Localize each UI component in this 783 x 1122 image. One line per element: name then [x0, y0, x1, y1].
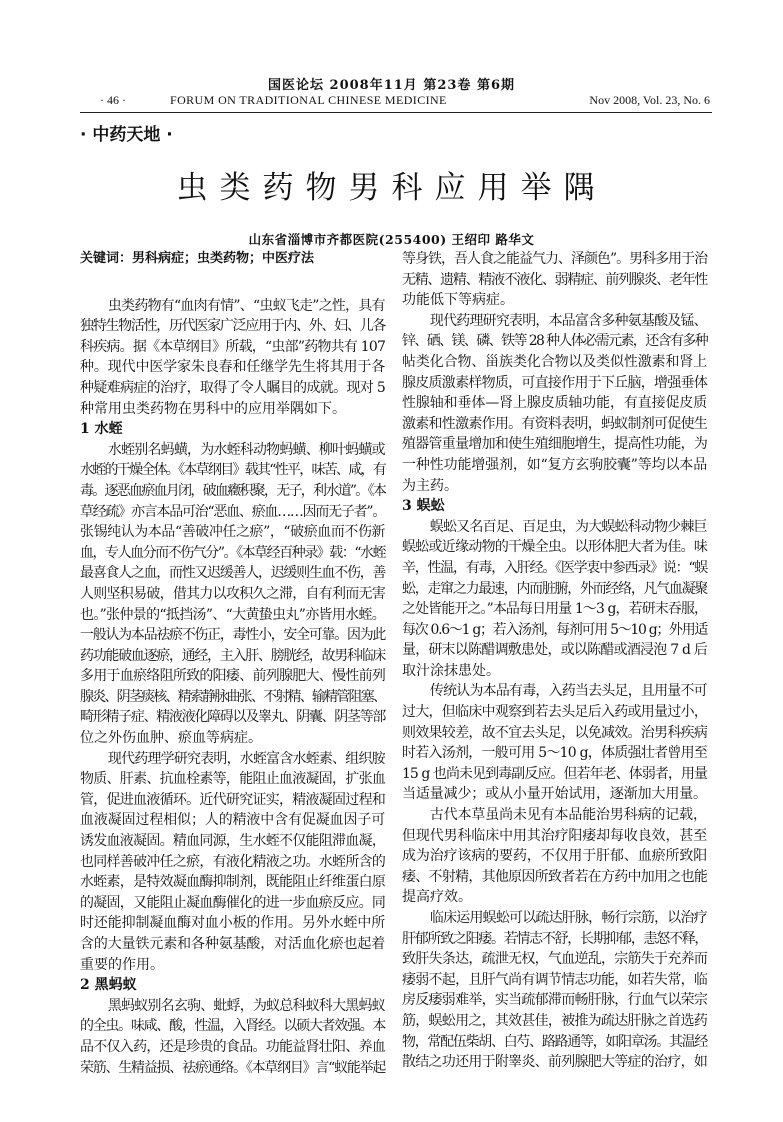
text-line: 当适量减少；或从小量开始试用，逐渐加大用量。 [402, 786, 707, 803]
paragraph [402, 805, 708, 908]
paragraph [402, 517, 708, 682]
spacer [80, 270, 386, 296]
text-line: 筋，蜈蚣用之，其效甚佳，被推为疏达肝脉之首选药 [402, 1012, 708, 1029]
text-line: 最喜食人之血，而性又迟缓善人，迟缓则生血不伤，善 [80, 565, 386, 582]
paragraph [402, 681, 708, 805]
text-line: 位之外伤血肿、瘀血等病症。 [80, 730, 262, 747]
text-line: 腺皮质激素样物质，可直接作用于下丘脑，增强垂体 [402, 374, 708, 391]
journal-header-en [100, 93, 710, 109]
section-heading [80, 975, 386, 996]
article-title: 虫类药物男科应用举隅 [176, 170, 607, 206]
text-line: 15 g 也尚未见到毒副反应。但若年老、体弱者，用量 [402, 765, 708, 782]
text-line: 功能低下等病症。 [402, 292, 514, 309]
text-line: 管，促进血液循环。近代研究证实，精液凝固过程和 [80, 791, 386, 808]
section-heading [402, 496, 708, 517]
text-line: 草经疏》亦言本品可治“恶血、瘀血……因而无子者”。 [80, 503, 386, 520]
text-line: 则效果较差，故不宜去头足，以免减效。治男科疾病 [402, 724, 708, 741]
text-line: 蜈蚣或近缘动物的干燥全虫。以形体肥大者为佳。味 [402, 539, 708, 556]
text-line: 的凝固，又能阻止凝血酶催化的进一步血瘀反应。同 [80, 894, 386, 911]
journal-header-cn: 国医论坛 2008年11月 第23卷 第6期 [268, 78, 515, 93]
text-line: 水蛭素，是特效凝血酶抑制剂，既能阻止纤维蛋白原 [80, 874, 386, 891]
paragraph [402, 249, 708, 311]
text-line: 也。”张仲景的“抵挡汤”、“大黄蛰虫丸”亦皆用水蛭。 [80, 606, 386, 623]
text-line: 时还能抑制凝血酶对血小板的作用。另外水蛭中所 [80, 915, 386, 932]
text-line: 也同样善破冲任之瘀，有液化精液之功。水蛭所含的 [80, 853, 386, 870]
text-line: 含的大量铁元素和各种氨基酸，对活血化瘀也起着 [80, 936, 386, 952]
text-line: 性腺轴和垂体—肾上腺皮质轴功能，有直接促皮质 [402, 395, 708, 412]
paragraph [80, 996, 386, 1078]
text-line: 为主药。 [402, 477, 458, 494]
text-line: 锌、硒、镁、磷、铁等 28 种人体必需元素，还含有多种 [402, 333, 708, 350]
text-line: 毒。逐恶血瘀血月闭，破血癥积聚，无子，利水道”。《本 [80, 482, 386, 499]
keywords [80, 249, 386, 270]
text-line: 临床运用蜈蚣可以疏达肝脉，畅行宗筋，以治疗 [429, 910, 707, 926]
text-line: 成为治疗该病的要药，不仅用于肝郁、血瘀所致阳 [402, 848, 708, 865]
text-line: 物质、肝素、抗血栓素等，能阻止血液凝固，扩张血 [80, 771, 386, 788]
text-line: 腺炎、阴茎痰核、精索静脉曲张、不射精、输精管阻塞、 [80, 688, 386, 705]
right-column [402, 249, 708, 1073]
text-line: 提高疗效。 [402, 889, 472, 906]
text-line: 种常用虫类药物在男科中的应用举隅如下。 [80, 400, 346, 417]
text-line: 血液凝固过程相似；人的精液中含有促凝血因子可 [80, 812, 386, 829]
text-line: 帖类化合物、甾族类化合物以及类似性激素和肾上 [402, 353, 708, 370]
text-line: 水蛭的干燥全体。《本草纲目》载其“性平，味苦、咸，有 [80, 462, 386, 479]
page-number: · 46 · [100, 93, 126, 107]
text-line: 畸形精子症、精液液化障碍以及睾丸、阴囊、阴茎等部 [80, 709, 386, 726]
text-line: 2 黑蚂蚁 [80, 977, 137, 994]
paragraph [80, 440, 386, 749]
text-line: 一般认为本品祛瘀不伤正，毒性小，安全可靠。因为此 [80, 627, 386, 644]
text-line: 黑蚂蚁别名玄驹、蚍蜉，为蚁总科蚁科大黑蚂蚁 [107, 997, 385, 1014]
text-line: 量，研末以陈醋调敷患处，或以陈醋或酒浸泡 7 d 后 [402, 642, 708, 659]
text-line: 之处皆能开之。”本品每日用量 1～3 g，若研末吞服， [402, 601, 708, 618]
text-line: 无精、遗精、精液不液化、弱精症、前列腺炎、老年性 [402, 271, 708, 288]
text-line: 等身铁，吾人食之能益气力、泽颜色”。男科多用于治 [402, 251, 708, 267]
text-line: 蜈蚣又名百足、百足虫，为大蜈蚣科动物少棘巨 [429, 518, 707, 535]
text-line: 痿、不射精，其他原因所致者若在方药中加用之也能 [402, 868, 708, 885]
text-line: 虫类药物有“血肉有情”、“虫蚁飞走”之性，具有 [107, 297, 385, 314]
paragraph [80, 296, 386, 420]
paragraph [80, 749, 386, 976]
text-line: 1 水蛭 [80, 421, 123, 438]
paragraph [402, 908, 708, 1073]
text-line: 散结之功还用于附睾炎、前列腺肥大等症的治疗，如 [402, 1054, 708, 1071]
journal-name-en: FORUM ON TRADITIONAL CHINESE MEDICINE [170, 93, 447, 107]
text-line: 古代本草虽尚未见有本品能治男科病的记载， [429, 807, 707, 824]
text-line: 过大，但临床中观察到若去头足后入药或用量过小， [402, 704, 708, 721]
text-line: 药功能破血逐瘀，通经，主入肝、膀胱经，故男科临床 [80, 647, 386, 664]
text-line: 致肝失条达，疏泄无权，气血逆乱，宗筋失于充养而 [402, 951, 708, 968]
text-line: 独特生物活性，历代医家广泛应用于内、外、妇、儿各 [80, 318, 386, 335]
text-line: 多用于血瘀络阻所致的阳痿、前列腺肥大、慢性前列 [80, 668, 386, 685]
text-line: 物，常配伍柴胡、白芍、路路通等，如阳章汤。其温经 [402, 1033, 708, 1050]
text-line: 肝郁所致之阳痿。若情志不舒，长期抑郁，恚怒不释， [402, 930, 708, 947]
section-label: · 中药天地 · [80, 125, 173, 145]
text-line: 蚣，走窜之力最速，内而脏腑，外而经络，凡气血凝聚 [402, 580, 708, 597]
section-heading [80, 419, 386, 440]
text-line: 张锡纯认为本品“善破冲任之瘀”，“破瘀血而不伤新 [80, 524, 386, 541]
text-line: 时若入汤剂，一般可用 5～10 g，体质强壮者曾用至 [402, 745, 708, 762]
text-line: 但现代男科临床中用其治疗阳痿却每收良效，甚至 [402, 827, 708, 844]
text-line: 种。现代中医学家朱良春和任继学先生将其用于各 [80, 359, 386, 376]
text-line: 辛，性温，有毒，入肝经。《医学衷中参西录》说：“蜈 [402, 559, 708, 576]
text-line: 荣筋、生精益损、祛瘀通络。《本草纲目》言“蚁能举起 [80, 1059, 386, 1076]
issue-info: Nov 2008, Vol. 23, No. 6 [589, 93, 710, 107]
text-line: 传统认为本品有毒，入药当去头足，且用量不可 [429, 683, 707, 700]
text-line: 现代药理研究表明，本品富含多种氨基酸及锰、 [429, 312, 707, 329]
author-line: 山东省淄博市齐都医院(255400) 王绍印 路华文 [248, 232, 535, 247]
text-line: 科疾病。据《本草纲目》所载，“虫部”药物共有 107 [80, 338, 386, 355]
text-line: 关键词：男科病症；虫类药物；中医疗法 [80, 251, 315, 266]
text-line: 激素和性激素作用。有资料表明，蚂蚁制剂可促使生 [402, 415, 708, 432]
text-line: 殖器管重量增加和使生殖细胞增生，提高性功能，为 [402, 436, 708, 453]
text-line: 重要的作用。 [80, 956, 164, 973]
text-line: 3 蜈蚣 [402, 498, 445, 515]
text-line: 的全虫。味咸、酸，性温，入肾经。以硕大者效强。本 [80, 1018, 386, 1035]
left-column [80, 249, 386, 1078]
text-line: 种疑难病症的治疗，取得了令人瞩目的成就。现对 5 [80, 379, 386, 396]
text-line: 房反痿弱难举，实当疏郁滞而畅肝脉，行血气以荣宗 [402, 992, 708, 1009]
text-line: 每次 0.6～1 g；若入汤剂，每剂可用 5～10 g；外用适 [402, 621, 708, 638]
text-line: 品不仅入药，还是珍贵的食品。功能益肾壮阳、养血 [80, 1038, 386, 1055]
text-line: 一种性功能增强剂，如“复方玄驹胶囊”等均以本品 [402, 456, 708, 473]
text-line: 现代药理学研究表明，水蛭富含水蛭素、组织胺 [107, 750, 385, 767]
text-line: 诱发血液凝固。精血同源，生水蛭不仅能阻滞血凝， [80, 833, 386, 850]
text-line: 血，专人血分而不伤气分”。《本草经百种录》载：“水蛭 [80, 544, 386, 561]
text-line: 取汁涂抹患处。 [402, 662, 500, 679]
header-rule [80, 112, 712, 113]
text-line: 水蛭别名蚂蟥，为水蛭科动物蚂蟥、柳叶蚂蟥或 [107, 441, 385, 458]
text-line: 痿弱不起，且肝气尚有调节情志功能，如若失常，临 [402, 971, 708, 988]
paragraph [402, 311, 708, 496]
text-line: 人则坚积易破，借其力以攻积久之滞，自有利而无害 [80, 585, 386, 602]
